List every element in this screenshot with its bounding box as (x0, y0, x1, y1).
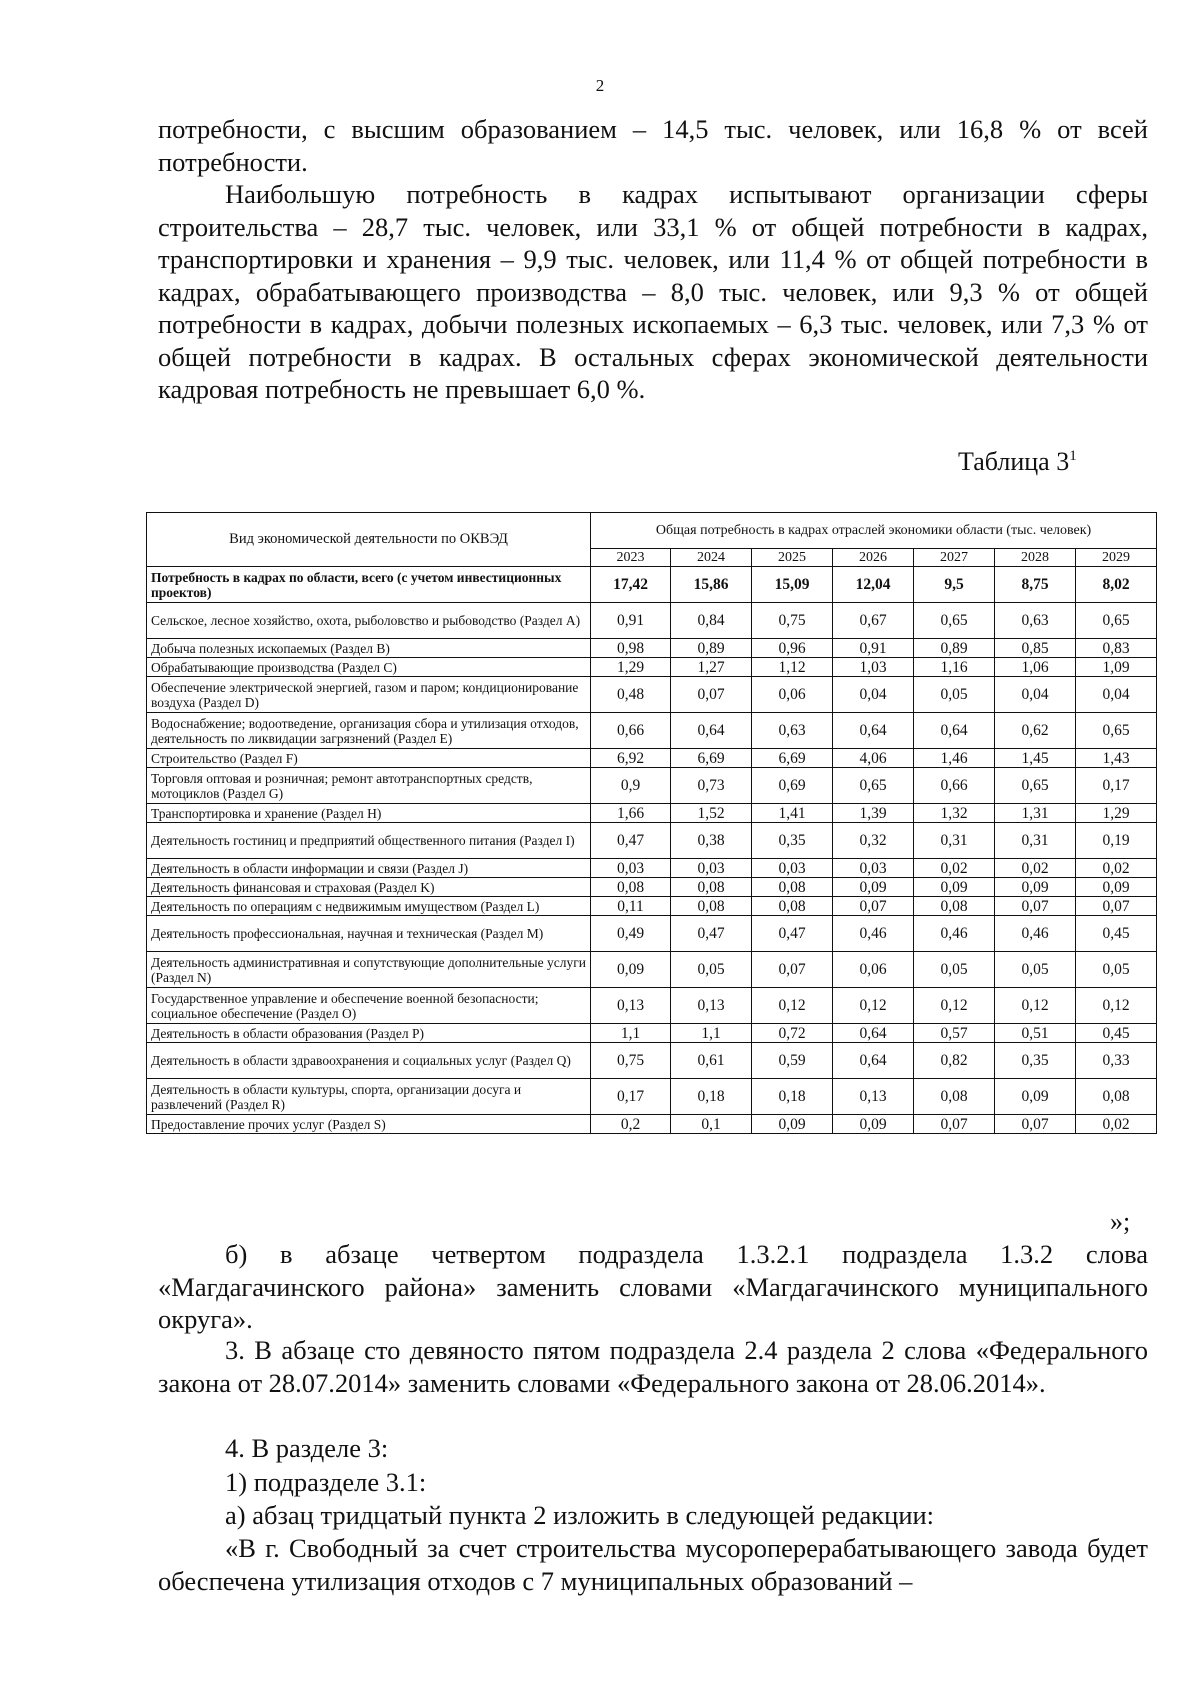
value-2023: 0,09 (591, 952, 671, 988)
value-2029: 1,29 (1076, 804, 1157, 823)
value-2024: 15,86 (671, 567, 752, 603)
value-2024: 1,52 (671, 804, 752, 823)
value-2029: 0,07 (1076, 897, 1157, 916)
value-2027: 0,57 (914, 1024, 995, 1043)
footnote-marker: 1 (1069, 448, 1077, 464)
value-2024: 0,47 (671, 916, 752, 952)
value-2023: 1,29 (591, 658, 671, 677)
value-2027: 9,5 (914, 567, 995, 603)
value-2026: 0,04 (833, 677, 914, 713)
activity-name: Деятельность в области образования (Раздел P) (147, 1024, 591, 1043)
value-2026: 0,64 (833, 713, 914, 749)
value-2029: 0,65 (1076, 603, 1157, 639)
value-2025: 1,12 (752, 658, 833, 677)
activity-name: Деятельность по операциям с недвижимым имуществом (Раздел L) (147, 897, 591, 916)
value-2024: 6,69 (671, 749, 752, 768)
value-2028: 0,31 (995, 823, 1076, 859)
value-2027: 0,02 (914, 859, 995, 878)
value-2028: 0,07 (995, 897, 1076, 916)
value-2027: 0,05 (914, 677, 995, 713)
year-header-2024: 2024 (671, 549, 752, 567)
value-2026: 0,32 (833, 823, 914, 859)
table-row (147, 768, 1157, 804)
value-2029: 0,45 (1076, 916, 1157, 952)
table-caption: Таблица $3^1$ (958, 447, 1077, 476)
value-2027: 0,64 (914, 713, 995, 749)
value-2023: 6,92 (591, 749, 671, 768)
value-2024: 0,73 (671, 768, 752, 804)
value-2024: 0,08 (671, 897, 752, 916)
value-2025: 0,72 (752, 1024, 833, 1043)
table-row (147, 897, 1157, 916)
value-2029: 0,17 (1076, 768, 1157, 804)
value-2024: 1,27 (671, 658, 752, 677)
value-2027: 0,66 (914, 768, 995, 804)
value-2025: 0,08 (752, 878, 833, 897)
value-2027: 0,82 (914, 1043, 995, 1079)
table-row (147, 988, 1157, 1024)
value-2024: 0,61 (671, 1043, 752, 1079)
value-2029: 8,02 (1076, 567, 1157, 603)
value-2024: 0,38 (671, 823, 752, 859)
activity-name: Государственное управление и обеспечение военной безопасности; социальное обеспечение (Раздел O) (147, 988, 591, 1024)
value-2028: 0,09 (995, 878, 1076, 897)
table-row (147, 952, 1157, 988)
paragraph-staff-demand: Наибольшую потребность в кадрах испытывают организации сферы строительства – 28,7 тыс. человек, или 33,1 % от общей потребности в кадрах, транспортировки и хранения – 9,9 тыс. человек, или 11,4 % от общей потребности в кадрах, обрабатывающего производства – 8,0 тыс. человек, или 9,3 % от общей потребности в кадрах, добычи полезных ископаемых – 6,3 тыс. человек, или 7,3 % от общей потребности в кадрах. В остальных сферах экономической деятельности кадровая потребность не превышает 6,0 %. (158, 179, 1148, 404)
value-2025: 0,75 (752, 603, 833, 639)
value-2023: 0,17 (591, 1079, 671, 1115)
table-row (147, 603, 1157, 639)
value-2027: 0,07 (914, 1115, 995, 1134)
value-2028: 0,09 (995, 1079, 1076, 1115)
value-2029: 0,19 (1076, 823, 1157, 859)
value-2025: 0,47 (752, 916, 833, 952)
value-2026: 0,09 (833, 878, 914, 897)
year-header-2027: 2027 (914, 549, 995, 567)
value-2028: 0,62 (995, 713, 1076, 749)
value-2025: 0,06 (752, 677, 833, 713)
table-row (147, 1043, 1157, 1079)
table-row (147, 1079, 1157, 1115)
value-2026: 0,09 (833, 1115, 914, 1134)
value-2023: 0,9 (591, 768, 671, 804)
value-2029: 0,02 (1076, 1115, 1157, 1134)
value-2027: 1,46 (914, 749, 995, 768)
activity-name: Предоставление прочих услуг (Раздел S) (147, 1115, 591, 1134)
value-2027: 0,89 (914, 639, 995, 658)
value-2025: 0,18 (752, 1079, 833, 1115)
value-2023: 1,1 (591, 1024, 671, 1043)
value-2029: 0,45 (1076, 1024, 1157, 1043)
value-2026: 0,64 (833, 1043, 914, 1079)
value-2024: 0,07 (671, 677, 752, 713)
closing-quote: »; (1110, 1207, 1131, 1236)
value-2025: 0,35 (752, 823, 833, 859)
year-header-2029: 2029 (1076, 549, 1157, 567)
value-2023: 0,66 (591, 713, 671, 749)
activity-name: Обеспечение электрической энергией, газом и паром; кондиционирование воздуха (Раздел D) (147, 677, 591, 713)
value-2025: 0,63 (752, 713, 833, 749)
value-2024: 0,13 (671, 988, 752, 1024)
value-2027: 0,09 (914, 878, 995, 897)
value-2028: 8,75 (995, 567, 1076, 603)
activity-name: Обрабатывающие производства (Раздел C) (147, 658, 591, 677)
table-row-total (147, 567, 1157, 603)
value-2026: 0,65 (833, 768, 914, 804)
value-2025: 0,59 (752, 1043, 833, 1079)
value-2027: 0,65 (914, 603, 995, 639)
value-2029: 0,33 (1076, 1043, 1157, 1079)
value-2027: 0,08 (914, 1079, 995, 1115)
year-header-2026: 2026 (833, 549, 914, 567)
value-2026: 0,13 (833, 1079, 914, 1115)
value-2028: 0,35 (995, 1043, 1076, 1079)
table-row (147, 823, 1157, 859)
value-2028: 0,85 (995, 639, 1076, 658)
value-2028: 0,05 (995, 952, 1076, 988)
paragraph-item-b: б) в абзаце четвертом подраздела 1.3.2.1 подраздела 1.3.2 слова «Магдагачинского района» заменить словами «Магдагачинского муниципального округа». (158, 1239, 1148, 1334)
value-2029: 0,65 (1076, 713, 1157, 749)
value-2023: 0,03 (591, 859, 671, 878)
value-2024: 0,03 (671, 859, 752, 878)
value-2023: 0,11 (591, 897, 671, 916)
column-header-activity: Вид экономической деятельности по ОКВЭД (147, 513, 591, 567)
activity-name: Деятельность административная и сопутствующие дополнительные услуги (Раздел N) (147, 952, 591, 988)
value-2023: 1,66 (591, 804, 671, 823)
value-2026: 1,03 (833, 658, 914, 677)
value-2026: 0,46 (833, 916, 914, 952)
value-2026: 12,04 (833, 567, 914, 603)
value-2023: 0,2 (591, 1115, 671, 1134)
value-2023: 0,91 (591, 603, 671, 639)
value-2023: 0,75 (591, 1043, 671, 1079)
value-2028: 0,12 (995, 988, 1076, 1024)
activity-name: Сельское, лесное хозяйство, охота, рыболовство и рыбоводство (Раздел A) (147, 603, 591, 639)
value-2023: 17,42 (591, 567, 671, 603)
value-2024: 0,89 (671, 639, 752, 658)
value-2023: 0,13 (591, 988, 671, 1024)
table-row (147, 804, 1157, 823)
value-2028: 0,51 (995, 1024, 1076, 1043)
value-2024: 0,08 (671, 878, 752, 897)
paragraph-intro-continuation: потребности, с высшим образованием – 14,5 тыс. человек, или 16,8 % от всей потребности. (158, 114, 1148, 177)
value-2024: 0,84 (671, 603, 752, 639)
value-2029: 1,09 (1076, 658, 1157, 677)
value-2026: 0,91 (833, 639, 914, 658)
paragraph-item-4-1-a: а) абзац тридцатый пункта 2 изложить в следующей редакции: (225, 1500, 935, 1530)
value-2025: 0,08 (752, 897, 833, 916)
activity-name: Деятельность в области здравоохранения и социальных услуг (Раздел Q) (147, 1043, 591, 1079)
value-2027: 0,05 (914, 952, 995, 988)
paragraph-quote-svobodny: «В г. Свободный за счет строительства мусороперерабатывающего завода будет обеспечена утилизация отходов с 7 муниципальных образований – (158, 1533, 1148, 1596)
activity-name: Деятельность в области культуры, спорта, организации досуга и развлечений (Раздел R) (147, 1079, 591, 1115)
value-2025: 0,12 (752, 988, 833, 1024)
value-2028: 0,63 (995, 603, 1076, 639)
value-2025: 6,69 (752, 749, 833, 768)
value-2028: 1,06 (995, 658, 1076, 677)
paragraph-item-4-1: 1) подразделе 3.1: (225, 1467, 427, 1497)
value-2029: 0,83 (1076, 639, 1157, 658)
activity-name: Водоснабжение; водоотведение, организация сбора и утилизация отходов, деятельность по ликвидации загрязнений (Раздел E) (147, 713, 591, 749)
activity-name: Деятельность профессиональная, научная и техническая (Раздел M) (147, 916, 591, 952)
value-2025: 0,07 (752, 952, 833, 988)
value-2024: 1,1 (671, 1024, 752, 1043)
value-2028: 0,65 (995, 768, 1076, 804)
year-header-2028: 2028 (995, 549, 1076, 567)
value-2026: 0,64 (833, 1024, 914, 1043)
value-2029: 0,09 (1076, 878, 1157, 897)
value-2027: 0,08 (914, 897, 995, 916)
table-row (147, 713, 1157, 749)
value-2028: 0,04 (995, 677, 1076, 713)
value-2024: 0,18 (671, 1079, 752, 1115)
value-2025: 0,03 (752, 859, 833, 878)
value-2026: 0,07 (833, 897, 914, 916)
value-2026: 4,06 (833, 749, 914, 768)
page-number: 2 (595, 76, 605, 95)
value-2027: 0,31 (914, 823, 995, 859)
paragraph-item-3: 3. В абзаце сто девяносто пятом подраздела 2.4 раздела 2 слова «Федерального закона от 28.07.2014» заменить словами «Федерального закона от 28.06.2014». (158, 1335, 1148, 1398)
year-header-2023: 2023 (591, 549, 671, 567)
year-header-2025: 2025 (752, 549, 833, 567)
value-2024: 0,05 (671, 952, 752, 988)
table-row (147, 677, 1157, 713)
value-2029: 0,02 (1076, 859, 1157, 878)
activity-name: Деятельность в области информации и связи (Раздел J) (147, 859, 591, 878)
activity-name: Добыча полезных ископаемых (Раздел B) (147, 639, 591, 658)
table-row (147, 859, 1157, 878)
staff-demand-table (146, 512, 1157, 1134)
value-2029: 0,08 (1076, 1079, 1157, 1115)
table-row (147, 878, 1157, 897)
value-2029: 0,12 (1076, 988, 1157, 1024)
activity-name: Деятельность гостиниц и предприятий общественного питания (Раздел I) (147, 823, 591, 859)
group-header-demand: Общая потребность в кадрах отраслей экономики области (тыс. человек) (591, 513, 1157, 549)
table-row (147, 639, 1157, 658)
table-row (147, 916, 1157, 952)
activity-name: Строительство (Раздел F) (147, 749, 591, 768)
value-2028: 1,31 (995, 804, 1076, 823)
value-2028: 0,02 (995, 859, 1076, 878)
value-2026: 0,67 (833, 603, 914, 639)
value-2029: 0,05 (1076, 952, 1157, 988)
paragraph-item-4: 4. В разделе 3: (225, 1433, 389, 1463)
value-2028: 0,46 (995, 916, 1076, 952)
value-2026: 0,12 (833, 988, 914, 1024)
value-2024: 0,1 (671, 1115, 752, 1134)
value-2027: 0,12 (914, 988, 995, 1024)
value-2023: 0,49 (591, 916, 671, 952)
activity-name: Торговля оптовая и розничная; ремонт автотранспортных средств, мотоциклов (Раздел G) (147, 768, 591, 804)
value-2027: 0,46 (914, 916, 995, 952)
value-2029: 0,04 (1076, 677, 1157, 713)
value-2025: 0,96 (752, 639, 833, 658)
value-2027: 1,32 (914, 804, 995, 823)
table-row (147, 658, 1157, 677)
value-2023: 0,47 (591, 823, 671, 859)
value-2028: 1,45 (995, 749, 1076, 768)
value-2025: 15,09 (752, 567, 833, 603)
value-2025: 0,09 (752, 1115, 833, 1134)
value-2023: 0,48 (591, 677, 671, 713)
activity-name: Транспортировка и хранение (Раздел H) (147, 804, 591, 823)
value-2026: 1,39 (833, 804, 914, 823)
value-2028: 0,07 (995, 1115, 1076, 1134)
table-row (147, 1115, 1157, 1134)
value-2025: 0,69 (752, 768, 833, 804)
activity-name: Деятельность финансовая и страховая (Раздел K) (147, 878, 591, 897)
value-2024: 0,64 (671, 713, 752, 749)
value-2023: 0,08 (591, 878, 671, 897)
value-2025: 1,41 (752, 804, 833, 823)
value-2023: 0,98 (591, 639, 671, 658)
value-2027: 1,16 (914, 658, 995, 677)
table-row (147, 749, 1157, 768)
value-2026: 0,06 (833, 952, 914, 988)
value-2029: 1,43 (1076, 749, 1157, 768)
table-row (147, 1024, 1157, 1043)
activity-name: Потребность в кадрах по области, всего (с учетом инвестиционных проектов) (147, 567, 591, 603)
value-2026: 0,03 (833, 859, 914, 878)
